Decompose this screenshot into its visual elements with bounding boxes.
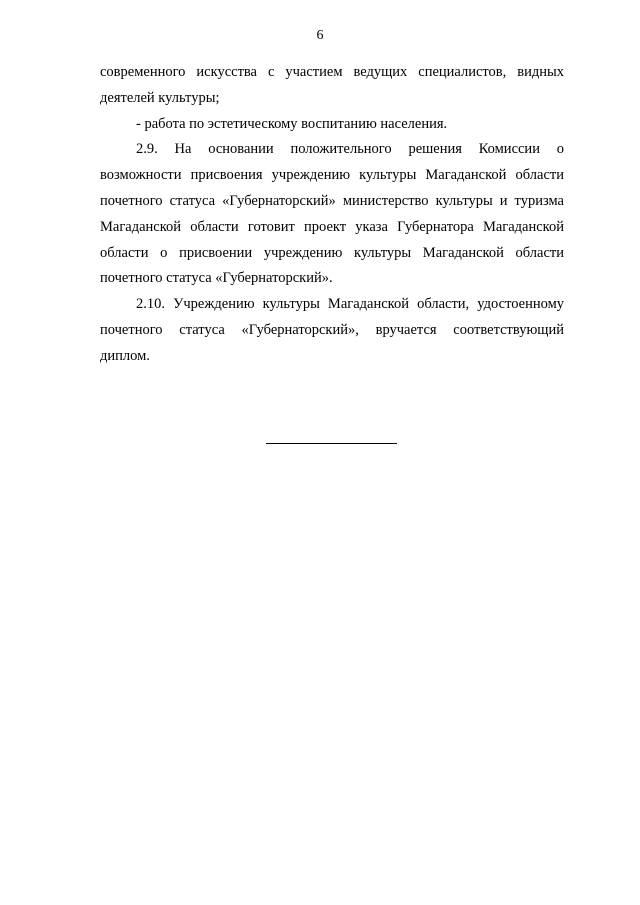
paragraph-clause-2-10: 2.10. Учреждению культуры Магаданской области, удостоенному почетного статуса «Губернаторский», вручается соответствующий диплом. [100,296,564,364]
paragraph-aesthetic-education: - работа по эстетическому воспитанию населения. [136,115,448,132]
paragraph-clause-2-9: 2.9. На основании положительного решения Комиссии о возможности присвоения учреждению культуры Магаданской области почетного статуса «Губернаторский» министерство культуры и туризма Магаданской области готовит проект указа Губернатора Магаданской области о присвоении учреждению культуры Магаданской области почетного статуса «Губернаторский». [100,141,564,287]
paragraph-continuation: современного искусства с участием ведущих специалистов, видных деятелей культуры; [100,64,564,106]
document-body [100,60,564,370]
end-of-document-rule [266,443,397,444]
page-number: 6 [316,28,324,43]
